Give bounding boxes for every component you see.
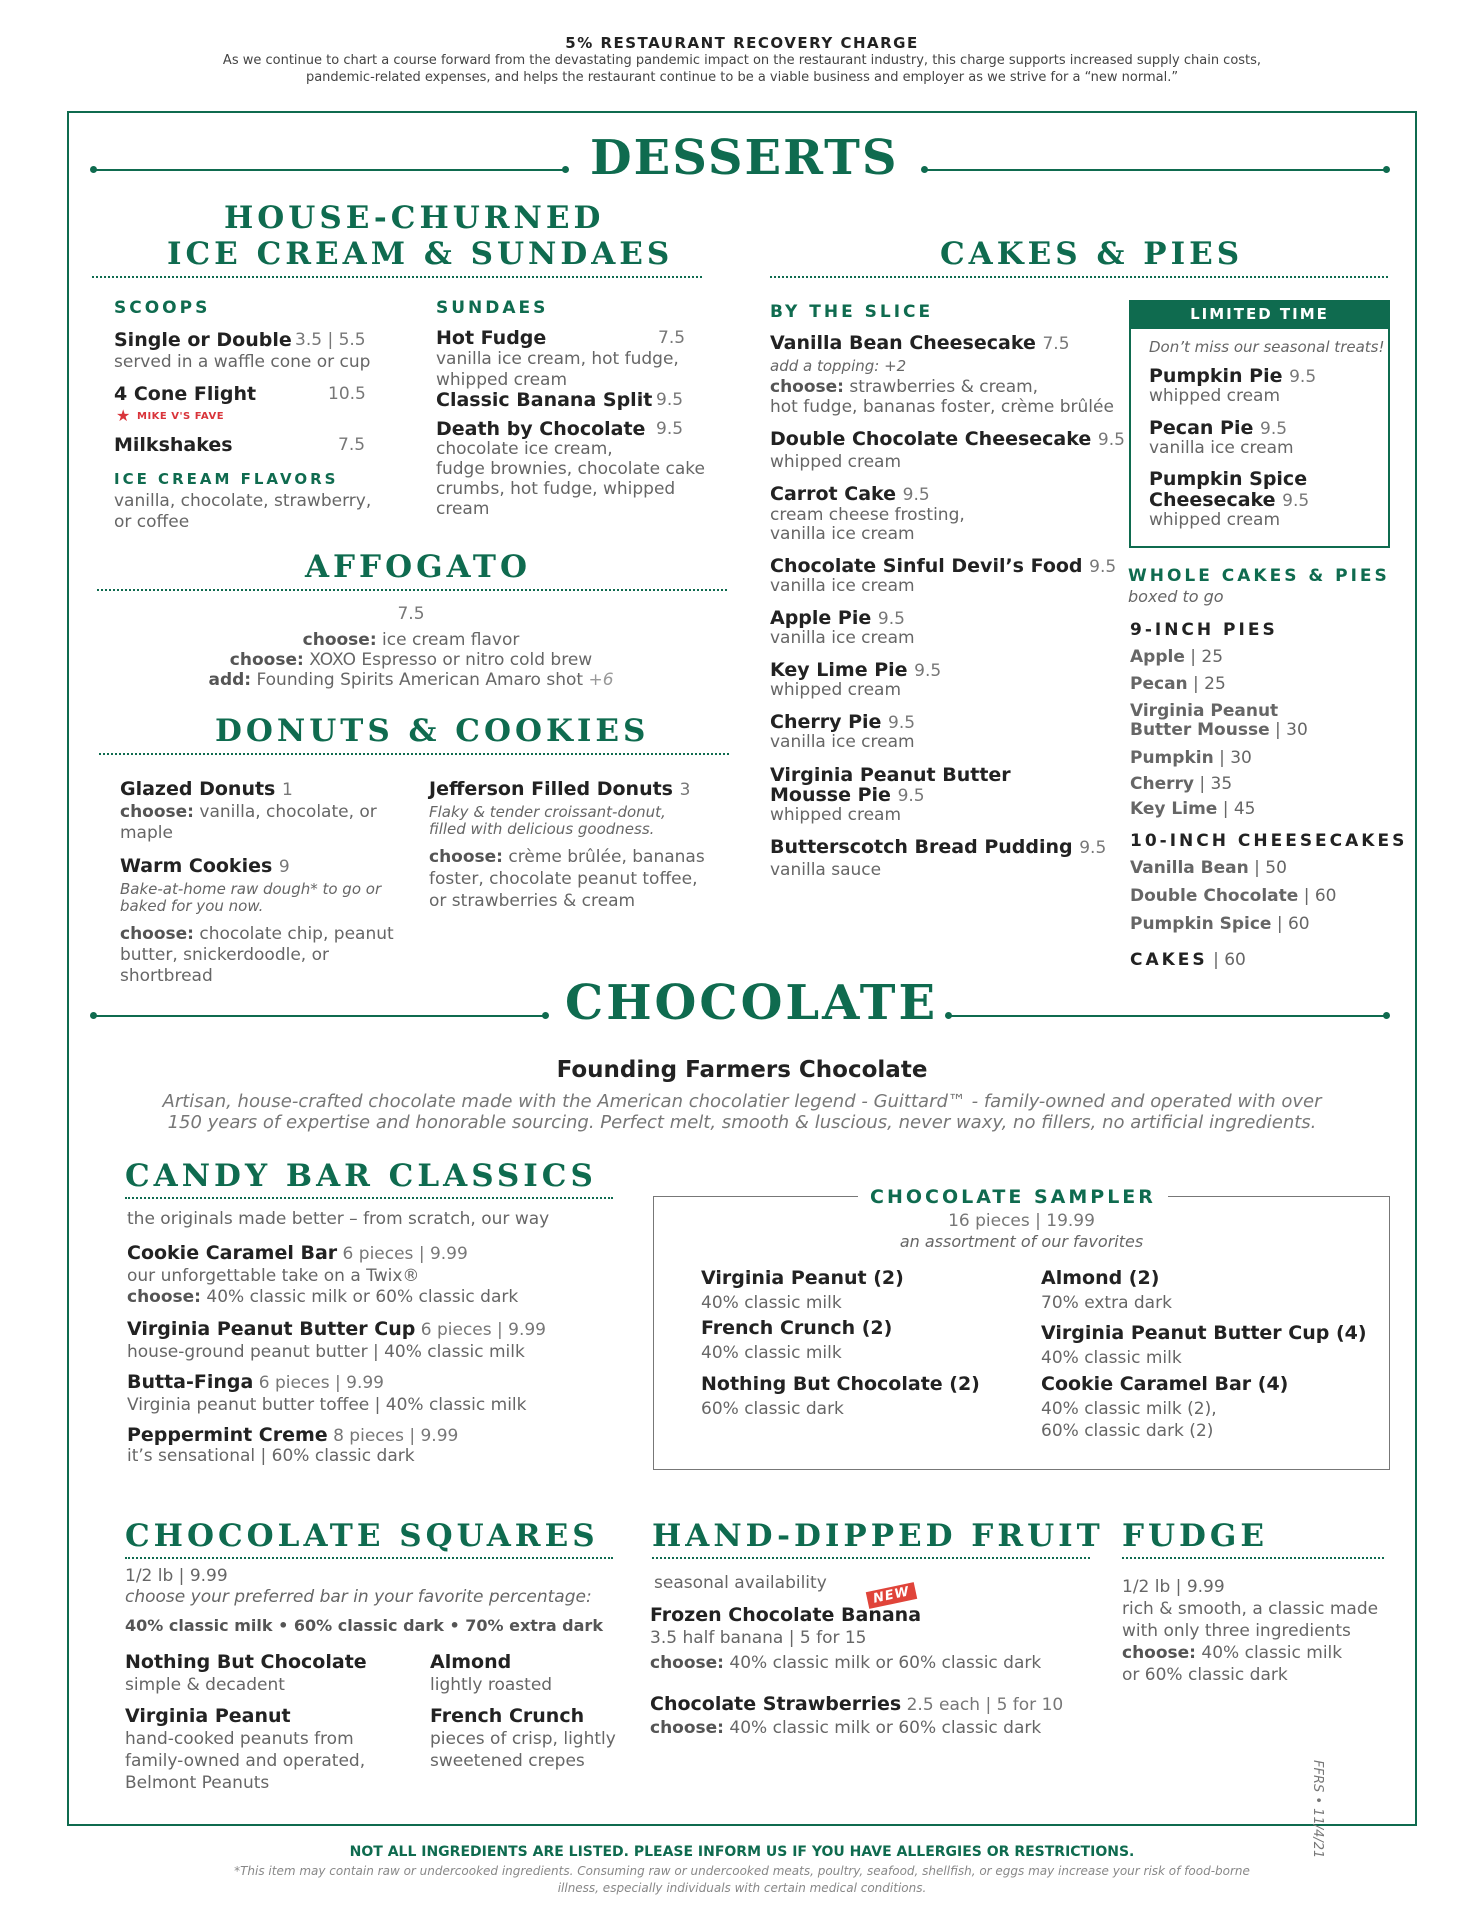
sampler-virginia-peanut-desc: 40% classic milk — [701, 1293, 842, 1313]
fruit-banana-choose: choose: 40% classic milk or 60% classic dark — [650, 1653, 1042, 1673]
bread-pudding: Butterscotch Bread Pudding 9.5 — [770, 836, 1107, 858]
mike-fave-badge: MIKE V'S FAVE — [137, 411, 225, 422]
squares-french-crunch: French Crunch — [430, 1705, 585, 1727]
cc-vanilla: Vanilla Bean | 50 — [1130, 858, 1287, 878]
pie-vpb-2: Butter Mousse | 30 — [1130, 720, 1308, 740]
squares-price: 1/2 lb | 9.99 — [125, 1566, 228, 1586]
jefferson-desc-1: choose: crème brûlée, bananas — [429, 847, 705, 867]
squares-title: CHOCOLATE SQUARES — [125, 1518, 599, 1554]
sampler-french-crunch: French Crunch (2) — [701, 1317, 893, 1339]
pumpkin-spice-desc: whipped cream — [1149, 510, 1281, 530]
flavors-line-2: or coffee — [114, 512, 190, 532]
key-lime-pie: Key Lime Pie 9.5 — [770, 659, 942, 681]
hot-fudge-desc-1: vanilla ice cream, hot fudge, — [436, 349, 679, 369]
banana-split-name: Classic Banana Split — [436, 389, 653, 411]
hot-fudge-price: 7.5 — [658, 328, 686, 348]
death-desc-1: chocolate ice cream, — [436, 439, 613, 459]
candy-peppermint: Peppermint Creme 8 pieces | 9.99 — [127, 1424, 459, 1446]
fudge-title: FUDGE — [1122, 1518, 1269, 1554]
banana-split-price: 9.5 — [656, 390, 684, 410]
candy-butta-finga-desc: Virginia peanut butter toffee | 40% classic milk — [127, 1395, 527, 1415]
milkshakes-name: Milkshakes — [114, 434, 233, 456]
devils-food: Chocolate Sinful Devil’s Food 9.5 — [770, 555, 1117, 577]
vpb-desc: whipped cream — [770, 805, 902, 825]
pie-pumpkin: Pumpkin | 30 — [1130, 748, 1252, 768]
death-by-chocolate-name: Death by Chocolate — [436, 418, 646, 440]
squares-nbc: Nothing But Chocolate — [125, 1651, 367, 1673]
vanilla-choose-1: choose: strawberries & cream, — [770, 377, 1039, 397]
whole-cakes-sub: boxed to go — [1128, 587, 1224, 606]
fudge-desc-2: with only three ingredients — [1122, 1621, 1351, 1641]
donuts-divider — [99, 753, 729, 755]
apple-pie: Apple Pie 9.5 — [770, 607, 905, 629]
rule-choc-left — [92, 1015, 547, 1017]
squares-almond-desc: lightly roasted — [430, 1675, 553, 1695]
pumpkin-pie: Pumpkin Pie 9.5 — [1149, 365, 1317, 387]
whole-cakes-heading: WHOLE CAKES & PIES — [1128, 566, 1390, 586]
jefferson-desc-3: or strawberries & cream — [429, 891, 636, 911]
squares-vp-desc-3: Belmont Peanuts — [125, 1773, 270, 1793]
candy-cookie-caramel-desc: our unforgettable take on a Twix® — [127, 1266, 420, 1286]
carrot-cake: Carrot Cake 9.5 — [770, 483, 930, 505]
side-code: FFRS • 11/4/21 — [1310, 1760, 1325, 1859]
pie-vpb-1: Virginia Peanut — [1130, 701, 1279, 721]
apple-pie-desc: vanilla ice cream — [770, 628, 915, 648]
cookies-desc-2: butter, snickerdoodle, or — [120, 945, 330, 965]
fudge-desc-1: rich & smooth, a classic made — [1122, 1599, 1379, 1619]
pumpkin-spice-2: Cheesecake 9.5 — [1149, 489, 1310, 511]
pumpkin-pie-desc: whipped cream — [1149, 386, 1281, 406]
fruit-banana: Frozen Chocolate Banana — [650, 1604, 922, 1626]
fruit-strawberries-choose: choose: 40% classic milk or 60% classic dark — [650, 1718, 1042, 1738]
candy-cookie-caramel-choose: choose: 40% classic milk or 60% classic dark — [127, 1287, 519, 1307]
glazed-name: Glazed Donuts 1 — [120, 778, 293, 800]
affogato-price: 7.5 — [397, 604, 425, 624]
death-desc-4: cream — [436, 499, 490, 519]
cc-double: Double Chocolate | 60 — [1130, 886, 1337, 906]
new-badge: NEW — [866, 1582, 918, 1609]
notice-text-2: pandemic-related expenses, and helps the restaurant continue to be a viable business and employer as we strive for a “new normal.” — [305, 70, 1179, 85]
footer-disclaimer-2: illness, especially individuals with certain medical conditions. — [557, 1881, 927, 1895]
fudge-divider — [1122, 1557, 1384, 1559]
cookies-note-1: Bake-at-home raw dough* to go or — [120, 880, 382, 898]
nine-inch-heading: 9-INCH PIES — [1130, 620, 1278, 640]
cookies-note-2: baked for you now. — [120, 897, 264, 915]
double-cheesecake-desc: whipped cream — [770, 452, 902, 472]
ten-inch-heading: 10-INCH CHEESECAKES — [1130, 831, 1408, 851]
squares-virginia-peanut: Virginia Peanut — [125, 1705, 291, 1727]
chocolate-title: CHOCOLATE — [565, 975, 939, 1031]
sampler-cookie-caramel-desc-2: 60% classic dark (2) — [1041, 1421, 1214, 1441]
sampler-almond: Almond (2) — [1041, 1267, 1160, 1289]
pecan-pie: Pecan Pie 9.5 — [1149, 417, 1288, 439]
notice-text-1: As we continue to chart a course forward from the devastating pandemic impact on the restaurant industry, this charge supports increased supply chain costs, — [222, 53, 1262, 68]
sampler-nbc: Nothing But Chocolate (2) — [701, 1373, 980, 1395]
limited-time-header: LIMITED TIME — [1129, 300, 1390, 329]
candy-vpb-cup: Virginia Peanut Butter Cup 6 pieces | 9.99 — [127, 1318, 546, 1340]
fudge-price: 1/2 lb | 9.99 — [1122, 1577, 1225, 1597]
single-double-desc: served in a waffle cone or cup — [114, 352, 371, 372]
affogato-divider — [97, 589, 727, 591]
single-double-name: Single or Double — [114, 329, 292, 351]
fruit-divider — [652, 1557, 1090, 1559]
squares-vp-desc-2: family-owned and operated, — [125, 1751, 366, 1771]
notice-title: 5% RESTAURANT RECOVERY CHARGE — [565, 34, 919, 52]
sampler-vpb-cup-desc: 40% classic milk — [1041, 1348, 1182, 1368]
cakes-divider — [770, 276, 1388, 278]
death-by-chocolate-price: 9.5 — [656, 419, 684, 439]
candy-peppermint-desc: it’s sensational | 60% classic dark — [127, 1446, 415, 1466]
limited-tagline: Don’t miss our seasonal treats! — [1149, 338, 1385, 356]
squares-nbc-desc: simple & decadent — [125, 1675, 285, 1695]
cherry-desc: vanilla ice cream — [770, 732, 915, 752]
squares-divider — [125, 1557, 613, 1559]
jefferson-note-1: Flaky & tender croissant-donut, — [429, 803, 666, 821]
desserts-title: DESSERTS — [590, 130, 899, 186]
double-cheesecake: Double Chocolate Cheesecake 9.5 — [770, 428, 1125, 450]
rule-right — [923, 169, 1388, 171]
donuts-title: DONUTS & COOKIES — [215, 713, 650, 749]
vanilla-topping: add a topping: +2 — [770, 357, 907, 375]
sundaes-heading: SUNDAES — [436, 298, 549, 318]
affogato-title: AFFOGATO — [305, 549, 531, 585]
single-double-price: 3.5 | 5.5 — [295, 330, 366, 350]
sampler-virginia-peanut: Virginia Peanut (2) — [701, 1267, 904, 1289]
fruit-strawberries: Chocolate Strawberries 2.5 each | 5 for 10 — [650, 1693, 1064, 1715]
ice-cream-title-1: HOUSE-CHURNED — [224, 200, 605, 236]
milkshakes-price: 7.5 — [338, 435, 366, 455]
hot-fudge-desc-2: whipped cream — [436, 370, 568, 390]
carrot-desc-2: vanilla ice cream — [770, 524, 915, 544]
sampler-almond-desc: 70% extra dark — [1041, 1293, 1172, 1313]
fruit-title: HAND-DIPPED FRUIT — [652, 1518, 1104, 1554]
sampler-sub: an assortment of our favorites — [899, 1232, 1144, 1251]
affogato-line-1: choose: ice cream flavor — [302, 630, 520, 650]
fruit-sub: seasonal availability — [654, 1573, 827, 1593]
bread-pudding-desc: vanilla sauce — [770, 860, 882, 880]
jefferson-desc-2: foster, chocolate peanut toffee, — [429, 869, 698, 889]
squares-vp-desc-1: hand-cooked peanuts from — [125, 1729, 354, 1749]
candy-title: CANDY BAR CLASSICS — [125, 1158, 597, 1194]
squares-fc-desc-2: sweetened crepes — [430, 1751, 585, 1771]
hot-fudge-name: Hot Fudge — [436, 327, 547, 349]
carrot-desc-1: cream cheese frosting, — [770, 505, 965, 525]
squares-percentages: 40% classic milk • 60% classic dark • 70% extra dark — [125, 1616, 603, 1635]
allergy-warning: NOT ALL INGREDIENTS ARE LISTED. PLEASE INFORM US IF YOU HAVE ALLERGIES OR RESTRICTIONS. — [349, 1844, 1135, 1860]
fudge-choose-2: or 60% classic dark — [1122, 1665, 1288, 1685]
squares-fc-desc-1: pieces of crisp, lightly — [430, 1729, 616, 1749]
sampler-vpb-cup: Virginia Peanut Butter Cup (4) — [1041, 1322, 1367, 1344]
pie-cherry: Cherry | 35 — [1130, 774, 1233, 794]
rule-left — [92, 169, 567, 171]
sampler-nbc-desc: 60% classic dark — [701, 1399, 844, 1419]
pecan-pie-desc: vanilla ice cream — [1149, 438, 1294, 458]
ffc-desc-2: 150 years of expertise and honorable sourcing. Perfect melt, smooth & luscious, never waxy, no fillers, no artificial ingredients. — [167, 1112, 1317, 1133]
vanilla-cheesecake: Vanilla Bean Cheesecake 7.5 — [770, 332, 1070, 354]
fruit-banana-price: 3.5 half banana | 5 for 15 — [650, 1628, 867, 1648]
glazed-desc-2: maple — [120, 823, 173, 843]
pumpkin-spice-1: Pumpkin Spice — [1149, 468, 1308, 490]
cakes-title: CAKES & PIES — [940, 236, 1244, 272]
vpb-mousse-2: Mousse Pie 9.5 — [770, 784, 925, 806]
by-slice-heading: BY THE SLICE — [770, 302, 934, 322]
star-icon: ★ — [116, 406, 131, 425]
pie-key-lime: Key Lime | 45 — [1130, 799, 1256, 819]
candy-sub: the originals made better – from scratch, our way — [127, 1209, 550, 1229]
jefferson-name: Jefferson Filled Donuts 3 — [429, 778, 691, 800]
sampler-cookie-caramel: Cookie Caramel Bar (4) — [1041, 1373, 1289, 1395]
sampler-heading: CHOCOLATE SAMPLER — [858, 1186, 1168, 1208]
rule-choc-right — [947, 1015, 1388, 1017]
cookies-name: Warm Cookies 9 — [120, 855, 290, 877]
footer-disclaimer-1: *This item may contain raw or undercooked ingredients. Consuming raw or undercooked meats, poultry, seafood, shellfish, or eggs may increase your risk of food-borne — [234, 1864, 1250, 1878]
cookies-desc-1: choose: chocolate chip, peanut — [120, 924, 394, 944]
affogato-line-3: add: Founding Spirits American Amaro shot +6 — [208, 670, 614, 690]
cone-flight-name: 4 Cone Flight — [114, 383, 257, 405]
key-lime-desc: whipped cream — [770, 680, 902, 700]
pie-pecan: Pecan | 25 — [1130, 674, 1226, 694]
cookies-desc-3: shortbread — [120, 966, 213, 986]
ffc-title: Founding Farmers Chocolate — [556, 1057, 928, 1083]
vanilla-choose-2: hot fudge, bananas foster, crème brûlée — [770, 397, 1114, 417]
sampler-price: 16 pieces | 19.99 — [948, 1211, 1095, 1231]
affogato-line-2: choose: XOXO Espresso or nitro cold brew — [229, 650, 593, 670]
candy-divider — [125, 1197, 613, 1199]
pie-apple: Apple | 25 — [1130, 647, 1224, 667]
ice-cream-title-2: ICE CREAM & SUNDAES — [167, 236, 674, 272]
candy-vpb-cup-desc: house-ground peanut butter | 40% classic milk — [127, 1342, 525, 1362]
squares-almond: Almond — [430, 1651, 512, 1673]
candy-butta-finga: Butta-Finga 6 pieces | 9.99 — [127, 1371, 384, 1393]
cc-pumpkin: Pumpkin Spice | 60 — [1130, 914, 1310, 934]
fudge-choose-1: choose: 40% classic milk — [1122, 1643, 1343, 1663]
jefferson-note-2: filled with delicious goodness. — [429, 820, 655, 838]
cherry-pie: Cherry Pie 9.5 — [770, 711, 916, 733]
ice-cream-divider — [92, 276, 702, 278]
candy-cookie-caramel: Cookie Caramel Bar 6 pieces | 9.99 — [127, 1242, 468, 1264]
glazed-desc-1: choose: vanilla, chocolate, or — [120, 802, 377, 822]
cone-flight-price: 10.5 — [328, 384, 366, 404]
devils-food-desc: vanilla ice cream — [770, 576, 915, 596]
flavors-line-1: vanilla, chocolate, strawberry, — [114, 491, 372, 511]
ffc-desc-1: Artisan, house-crafted chocolate made with the American chocolatier legend - Guittard™ - family-owned and operated with over — [162, 1091, 1322, 1112]
sampler-cookie-caramel-desc-1: 40% classic milk (2), — [1041, 1399, 1217, 1419]
flavors-heading: ICE CREAM FLAVORS — [114, 470, 339, 488]
death-desc-3: crumbs, hot fudge, whipped — [436, 479, 676, 499]
squares-instruction: choose your preferred bar in your favorite percentage: — [125, 1587, 592, 1607]
sampler-french-crunch-desc: 40% classic milk — [701, 1343, 842, 1363]
cakes-whole: CAKES | 60 — [1130, 950, 1246, 970]
scoops-heading: SCOOPS — [114, 298, 211, 318]
death-desc-2: fudge brownies, chocolate cake — [436, 459, 705, 479]
vpb-mousse-1: Virginia Peanut Butter — [770, 764, 1011, 786]
